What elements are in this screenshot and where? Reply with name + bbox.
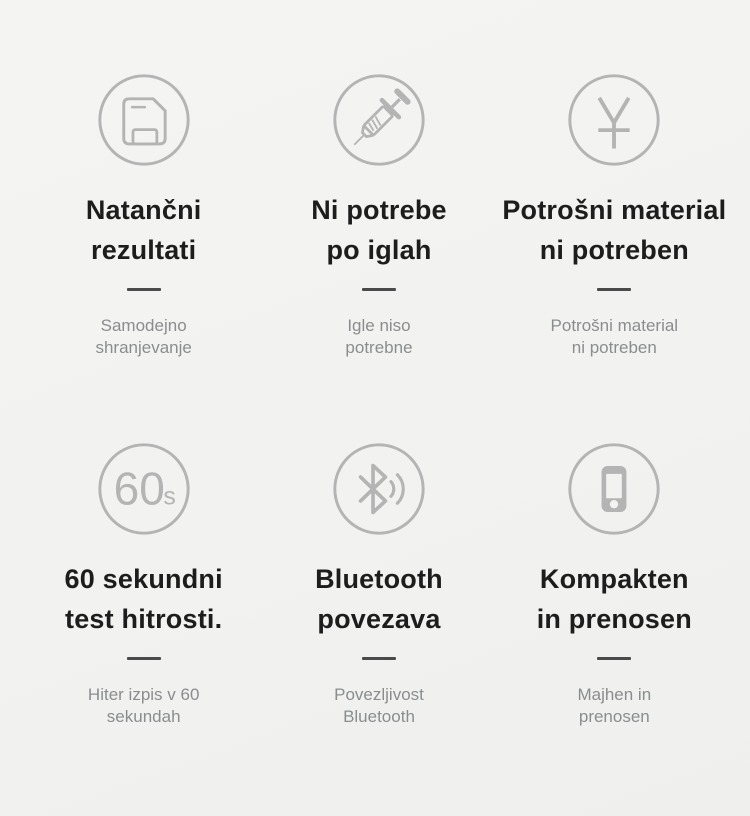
- feature-card-60s-test: [26, 443, 261, 728]
- title-line: test hitrosti.: [65, 604, 223, 634]
- divider: [362, 288, 396, 291]
- feature-card-no-consumables: [497, 74, 732, 359]
- title-line: ni potreben: [539, 235, 689, 265]
- subtitle-line: prenosen: [578, 707, 650, 726]
- syringe-icon: [333, 74, 425, 166]
- title-line: rezultati: [90, 235, 197, 265]
- title-line: Kompakten: [539, 564, 689, 594]
- feature-subtitle: [334, 684, 424, 728]
- save-icon: [98, 74, 190, 166]
- subtitle-line: Hiter izpis v 60: [87, 685, 200, 704]
- title-line: povezava: [317, 604, 441, 634]
- feature-subtitle: [345, 315, 412, 359]
- feature-card-accurate-results: [26, 74, 261, 359]
- bluetooth-icon: [333, 443, 425, 535]
- divider: [597, 657, 631, 660]
- feature-subtitle: [95, 315, 191, 359]
- feature-card-compact: [497, 443, 732, 728]
- title-line: in prenosen: [536, 604, 692, 634]
- smartphone-icon: [568, 443, 660, 535]
- feature-card-no-needles: [261, 74, 496, 359]
- subtitle-line: Samodejno: [100, 316, 187, 335]
- subtitle-line: Majhen in: [577, 685, 652, 704]
- feature-card-bluetooth: [261, 443, 496, 728]
- title-line: Ni potrebe: [311, 195, 447, 225]
- title-line: Natančni: [85, 195, 202, 225]
- feature-grid: [26, 0, 732, 728]
- divider: [597, 288, 631, 291]
- feature-title: [502, 190, 726, 270]
- feature-title: [65, 559, 223, 639]
- feature-subtitle: [551, 315, 679, 359]
- feature-title: [315, 559, 443, 639]
- title-line: po iglah: [326, 235, 432, 265]
- subtitle-line: Bluetooth: [343, 707, 415, 726]
- subtitle-line: Povezljivost: [334, 685, 424, 704]
- sixty-small-text: s: [162, 483, 176, 511]
- divider: [127, 288, 161, 291]
- yuan-icon: [568, 74, 660, 166]
- feature-subtitle: [88, 684, 199, 728]
- subtitle-line: Igle niso: [347, 316, 411, 335]
- feature-title: [537, 559, 692, 639]
- subtitle-line: shranjevanje: [95, 338, 192, 357]
- title-line: Bluetooth: [315, 564, 443, 594]
- feature-title: [86, 190, 202, 270]
- subtitle-line: potrebne: [345, 338, 413, 357]
- title-line: Potrošni material: [502, 195, 727, 225]
- subtitle-line: Potrošni material: [550, 316, 679, 335]
- subtitle-line: ni potreben: [571, 338, 657, 357]
- feature-subtitle: [577, 684, 651, 728]
- subtitle-line: sekundah: [106, 707, 181, 726]
- sixty-seconds-icon: [98, 443, 190, 535]
- sixty-big-text: 60: [113, 462, 165, 515]
- title-line: 60 sekundni: [64, 564, 223, 594]
- feature-title: [311, 190, 447, 270]
- divider: [127, 657, 161, 660]
- divider: [362, 657, 396, 660]
